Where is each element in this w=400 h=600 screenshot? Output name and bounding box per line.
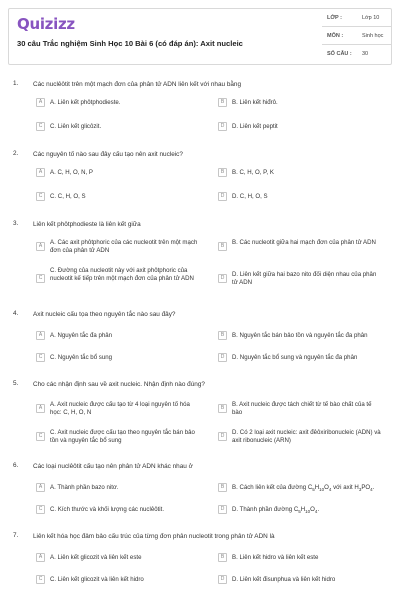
option-text: B. Liên kết hiđrô. xyxy=(232,99,278,106)
question-text: Các nuclêôtit trên một mạch đơn của phân tử ADN liên kết với nhau bằng xyxy=(33,81,242,88)
question-text: Axit nucleic cấu tọa theo nguyên tắc nào sau đây? xyxy=(33,311,176,318)
question-number: 3. xyxy=(13,220,19,227)
option-text: B. Nguyên tắc bán bảo tồn và nguyên tắc đa phân xyxy=(232,332,368,339)
option-text: C. C, H, O, S xyxy=(50,193,86,200)
meta-key: SỐ CÂU : xyxy=(327,51,352,57)
option-letter-box: A xyxy=(36,242,45,251)
meta-row-class xyxy=(322,9,392,27)
option-text: A. Các axit phôtphoric của các nucleotit trên một mạch đơn của phân tử ADN xyxy=(50,239,198,255)
option-text: A. Liên kết phôtphodieste. xyxy=(50,99,121,106)
question-number: 1. xyxy=(13,80,19,87)
question-text: Các nguyên tố nào sau đây cấu tạo nên axit nucleic? xyxy=(33,151,183,158)
option-letter-box: C xyxy=(36,192,45,201)
option-letter-box: C xyxy=(36,353,45,362)
option-letter-box: C xyxy=(36,274,45,283)
option-text: C. Nguyên tắc bổ sung xyxy=(50,354,112,361)
worksheet-title: 30 câu Trắc nghiệm Sinh Học 10 Bài 6 (có đáp án): Axit nucleic xyxy=(17,39,243,48)
option-text: D. Liên kết giữa hai bazo nito đối diện nhau của phân tử ADN xyxy=(232,271,377,287)
option-letter-box: D xyxy=(218,432,227,441)
question-number: 7. xyxy=(13,532,19,539)
option-letter-box: C xyxy=(36,122,45,131)
option-text: C. Kích thước và khối lượng các nuclêôtit. xyxy=(50,506,165,513)
option-letter-box: C xyxy=(36,505,45,514)
option-letter-box: D xyxy=(218,122,227,131)
option-text: C. Đường của nucleotit này với axit phôtphoric của nucleotit kế tiếp trên một mạch đơn của phân tử ADN xyxy=(50,267,194,283)
option-text: B. Liên kết hidro và liên kết este xyxy=(232,554,319,561)
meta-row-count xyxy=(322,45,392,63)
question-text: Liên kết hóa học đảm bảo cấu trúc của từng đơn phân nucleotit trong phân tử ADN là xyxy=(33,533,275,540)
question-number: 6. xyxy=(13,462,19,469)
option-letter-box: C xyxy=(36,432,45,441)
question-number: 4. xyxy=(13,310,19,317)
question-text: Liên kết phôtphodieste là liên kết giữa xyxy=(33,221,141,228)
question-number: 2. xyxy=(13,150,19,157)
option-letter-box: B xyxy=(218,242,227,251)
option-letter-box: A xyxy=(36,168,45,177)
option-letter-box: B xyxy=(218,331,227,340)
option-letter-box: B xyxy=(218,98,227,107)
meta-key: MÔN : xyxy=(327,33,344,39)
option-letter-box: A xyxy=(36,98,45,107)
meta-value: 30 xyxy=(362,51,369,57)
option-letter-box: C xyxy=(36,575,45,584)
option-text: B. C, H, O, P, K xyxy=(232,169,274,176)
option-text: D. C, H, O, S xyxy=(232,193,268,200)
option-text: A. Liên kết glicozit và liên kết este xyxy=(50,554,142,561)
option-letter-box: B xyxy=(218,483,227,492)
option-letter-box: D xyxy=(218,192,227,201)
option-text: C. Liên kết glicôzit. xyxy=(50,123,102,130)
option-text: A. Thành phần bazo nitơ. xyxy=(50,484,119,491)
option-letter-box: A xyxy=(36,404,45,413)
option-letter-box: D xyxy=(218,274,227,283)
option-text: C. Axit nucleic được cấu tạo theo nguyên tắc bán bảo tồn và nguyên tắc bổ sung xyxy=(50,429,195,445)
quizizz-logo: Quizizz xyxy=(17,15,75,33)
meta-table xyxy=(322,9,392,63)
option-text: D. Nguyên tắc bổ sung và nguyên tắc đa phân xyxy=(232,354,358,361)
option-text: A. C, H, O, N, P xyxy=(50,169,94,176)
option-text: B. Các nucleotit giữa hai mạch đơn của phân tử ADN xyxy=(232,239,376,246)
option-letter-box: B xyxy=(218,404,227,413)
meta-value: Lớp 10 xyxy=(362,15,380,21)
meta-key: LỚP : xyxy=(327,15,342,21)
option-letter-box: D xyxy=(218,353,227,362)
option-text: A. Axit nucleic được cấu tạo từ 4 loại nguyên tố hóa học: C, H, O, N xyxy=(50,401,190,417)
worksheet-header xyxy=(8,8,392,65)
option-text: B. Cách liên kết của đường $C_5H_{10}O_4$ với axit $H_3PO_4$. xyxy=(232,484,375,493)
question-text: Cho các nhận định sau về axit nucleic. Nhận định nào đúng? xyxy=(33,381,205,388)
option-letter-box: B xyxy=(218,553,227,562)
option-text: D. Thành phần đường $C_5H_{10}O_4$. xyxy=(232,506,320,515)
option-letter-box: A xyxy=(36,553,45,562)
meta-row-subject xyxy=(322,27,392,45)
option-letter-box: A xyxy=(36,331,45,340)
option-letter-box: D xyxy=(218,505,227,514)
option-letter-box: D xyxy=(218,575,227,584)
option-text: D. Có 2 loại axit nucleic: axit đêôxiribonucleic (ADN) và axit ribonucleic (ARN) xyxy=(232,429,381,445)
meta-value: Sinh học xyxy=(362,33,384,39)
option-letter-box: A xyxy=(36,483,45,492)
option-letter-box: B xyxy=(218,168,227,177)
question-text: Các loại nuclêôtit cấu tạo nên phân tử ADN khác nhau ở xyxy=(33,463,193,470)
option-text: A. Nguyên tắc đa phân xyxy=(50,332,112,339)
option-text: B. Axit nucleic được tách chiết từ tế bào chất của tế bào xyxy=(232,401,372,417)
question-number: 5. xyxy=(13,380,19,387)
option-text: C. Liên kết glicozit và liên kết hidro xyxy=(50,576,144,583)
option-text: D. Liên kết đisunphua và liên kết hidro xyxy=(232,576,336,583)
option-text: D. Liên kết peptit xyxy=(232,123,278,130)
